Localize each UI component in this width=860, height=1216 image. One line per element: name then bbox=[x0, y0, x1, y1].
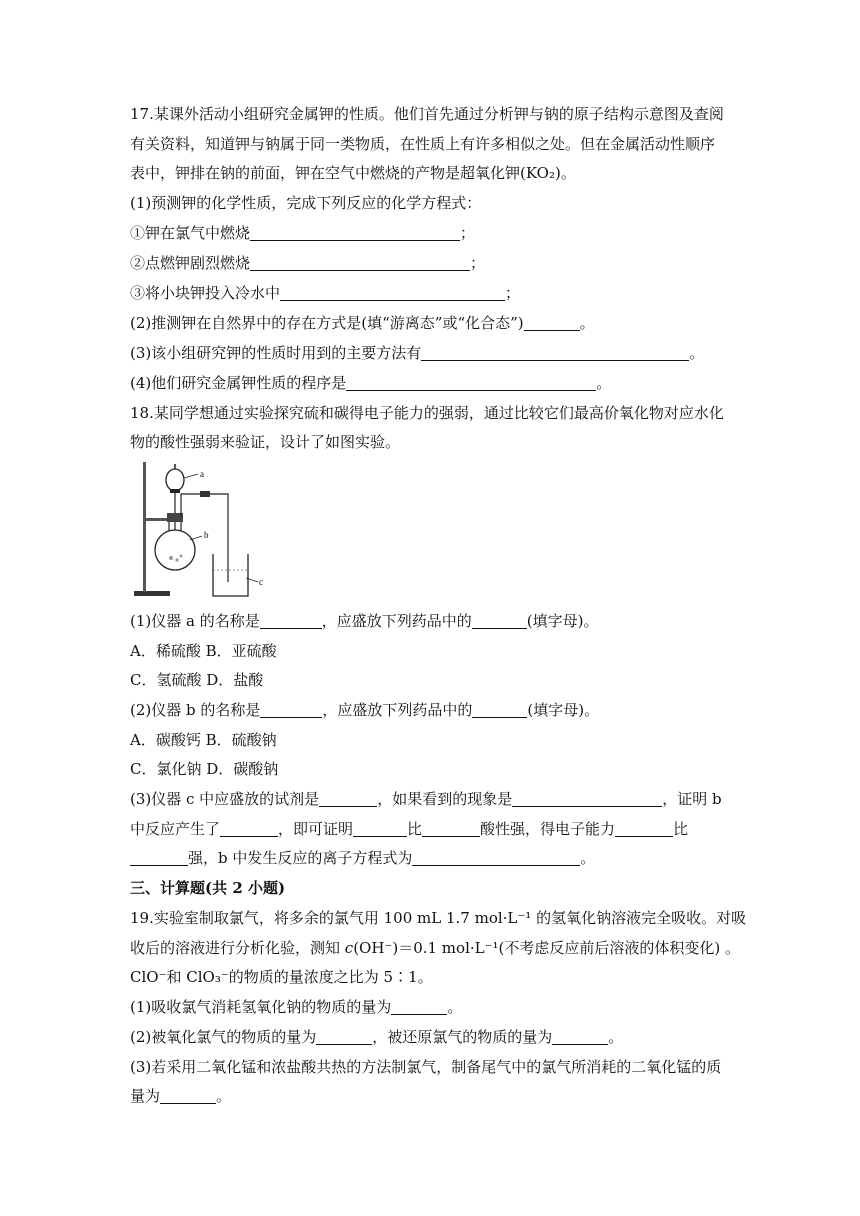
answer-blank[interactable] bbox=[260, 612, 322, 629]
apparatus-figure bbox=[130, 458, 275, 603]
q19-part-3-text: 量为 bbox=[130, 1087, 161, 1105]
q18-part-3-text-g: 酸性强，得电子能力 bbox=[480, 820, 616, 838]
answer-blank[interactable] bbox=[353, 820, 407, 837]
q18-part-2-text-a: (2)仪器 b 的名称是 bbox=[130, 701, 261, 719]
q17-part-4 bbox=[130, 373, 736, 393]
q18-part-3-text-d: 中反应产生了 bbox=[130, 820, 221, 838]
answer-blank[interactable] bbox=[260, 701, 322, 718]
q18-part-3-text-h: 比 bbox=[673, 820, 689, 838]
q19-intro-line-2-c: (OH⁻)＝0.1 mol·L⁻¹(不考虑反应前后溶液的体积变化) 。 bbox=[353, 939, 740, 957]
q17-intro-line-2: 有关资料，知道钾与钠属于同一类物质，在性质上有许多相似之处。但在金属活动性顺序 bbox=[130, 135, 716, 153]
q17-reaction-3-text: ③将小块钾投入冷水中 bbox=[130, 284, 281, 302]
q18-part-3-line-1 bbox=[130, 789, 736, 809]
answer-blank[interactable] bbox=[524, 314, 580, 331]
q17-part-2 bbox=[130, 313, 736, 333]
answer-blank[interactable] bbox=[421, 344, 689, 361]
q17-reaction-3 bbox=[130, 283, 736, 303]
label-a-pointer bbox=[184, 474, 198, 478]
q18-part-1 bbox=[130, 611, 736, 631]
q18-part-1-text-b: ，应盛放下列药品中的 bbox=[321, 612, 472, 630]
section-3-heading: 三、计算题(共 2 小题) bbox=[130, 879, 286, 897]
q18-part-2-text-c: (填字母)。 bbox=[527, 701, 600, 719]
answer-blank[interactable] bbox=[552, 1028, 608, 1045]
period: 。 bbox=[447, 998, 463, 1016]
q18-part-1-options-1: A．稀硫酸 B．亚硫酸 bbox=[130, 642, 277, 660]
answer-blank[interactable] bbox=[316, 1028, 372, 1045]
period: 。 bbox=[689, 344, 705, 362]
q19-part-2-text-a: (2)被氧化氯气的物质的量为 bbox=[130, 1028, 317, 1046]
q19-part-3-line-2 bbox=[130, 1086, 736, 1106]
period: 。 bbox=[579, 314, 595, 332]
q18-part-1-text-c: (填字母)。 bbox=[526, 612, 599, 630]
period: 。 bbox=[608, 1028, 624, 1046]
q18-part-3-line-2 bbox=[130, 819, 736, 839]
answer-blank[interactable] bbox=[615, 820, 673, 837]
q19-intro-line-2-a: 收后的溶液进行分析化验，测知 bbox=[130, 939, 345, 957]
label-c: c bbox=[259, 577, 263, 587]
q18-part-3-text-i: 强，b 中发生反应的离子方程式为 bbox=[188, 849, 413, 867]
q18-part-3-text-c: ，证明 b bbox=[662, 790, 722, 808]
semicolon: ； bbox=[505, 284, 521, 302]
q18-part-3-text-a: (3)仪器 c 中应盛放的试剂是 bbox=[130, 790, 320, 808]
semicolon: ； bbox=[470, 254, 486, 272]
q17-reaction-1-text: ①钾在氯气中燃烧 bbox=[130, 224, 251, 242]
answer-blank[interactable] bbox=[422, 820, 480, 837]
q18-part-3-text-e: ，即可证明 bbox=[278, 820, 354, 838]
q17-part-3 bbox=[130, 343, 736, 363]
q18-part-2-text-b: ，应盛放下列药品中的 bbox=[322, 701, 473, 719]
q17-part-4-text: (4)他们研究金属钾性质的程序是 bbox=[130, 374, 347, 392]
label-a: a bbox=[200, 469, 204, 479]
answer-blank[interactable] bbox=[160, 1087, 216, 1104]
q19-part-2-text-b: ，被还原氯气的物质的量为 bbox=[372, 1028, 553, 1046]
answer-blank[interactable] bbox=[346, 374, 596, 391]
answer-blank[interactable] bbox=[472, 612, 527, 629]
q18-part-2 bbox=[130, 700, 736, 720]
label-b: b bbox=[204, 530, 209, 540]
tube-clamp bbox=[200, 491, 210, 497]
q18-part-1-text-a: (1)仪器 a 的名称是 bbox=[130, 612, 260, 630]
q18-part-2-options-1: A．碳酸钙 B．硫酸钠 bbox=[130, 731, 277, 749]
answer-blank[interactable] bbox=[512, 790, 662, 807]
q18-part-3-text-b: ，如果看到的现象是 bbox=[377, 790, 513, 808]
q18-part-3-line-3 bbox=[130, 848, 736, 868]
period: 。 bbox=[216, 1087, 232, 1105]
q17-part-3-text: (3)该小组研究钾的性质时用到的主要方法有 bbox=[130, 344, 422, 362]
answer-blank[interactable] bbox=[250, 224, 460, 241]
q19-part-1 bbox=[130, 997, 736, 1017]
q18-intro-line-1: 18.某同学想通过实验探究硫和碳得电子能力的强弱，通过比较它们最高价氧化物对应水化 bbox=[130, 404, 724, 422]
concentration-symbol: c bbox=[344, 939, 354, 957]
semicolon: ； bbox=[460, 224, 476, 242]
q18-part-3-text-f: 比 bbox=[407, 820, 423, 838]
stand-base bbox=[134, 591, 170, 596]
answer-blank[interactable] bbox=[472, 701, 527, 718]
period: 。 bbox=[596, 374, 612, 392]
period: 。 bbox=[580, 849, 596, 867]
beaker-c bbox=[213, 554, 248, 596]
answer-blank[interactable] bbox=[391, 998, 447, 1015]
q18-intro-line-2: 物的酸性强弱来验证，设计了如图实验。 bbox=[130, 433, 401, 451]
flask-b bbox=[155, 530, 195, 570]
q17-reaction-2-text: ②点燃钾剧烈燃烧 bbox=[130, 254, 251, 272]
q17-part-2-text: (2)推测钾在自然界中的存在方式是(填“游离态”或“化合态”) bbox=[130, 314, 524, 332]
answer-blank[interactable] bbox=[250, 254, 470, 271]
answer-blank[interactable] bbox=[319, 790, 377, 807]
funnel-a bbox=[166, 469, 184, 491]
answer-blank[interactable] bbox=[280, 284, 505, 301]
q17-reaction-1 bbox=[130, 223, 736, 243]
q17-intro-line-1: 17.某课外活动小组研究金属钾的性质。他们首先通过分析钾与钠的原子结构示意图及查阅 bbox=[130, 105, 724, 123]
q19-part-1-text: (1)吸收氯气消耗氢氧化钠的物质的量为 bbox=[130, 998, 392, 1016]
q19-part-3-line-1: (3)若采用二氧化锰和浓盐酸共热的方法制氯气，制备尾气中的氯气所消耗的二氧化锰的质 bbox=[130, 1058, 722, 1076]
q18-part-1-options-2: C．氢硫酸 D．盐酸 bbox=[130, 671, 264, 689]
answer-blank[interactable] bbox=[220, 820, 278, 837]
q17-intro-line-3: 表中，钾排在钠的前面，钾在空气中燃烧的产物是超氧化钾(KO₂)。 bbox=[130, 164, 576, 182]
q19-part-2 bbox=[130, 1027, 736, 1047]
stand-rod bbox=[143, 462, 146, 592]
q19-intro-line-2 bbox=[130, 938, 740, 958]
answer-blank[interactable] bbox=[130, 849, 188, 866]
answer-blank[interactable] bbox=[412, 849, 580, 866]
q19-intro-line-1: 19.实验室制取氯气，将多余的氯气用 100 mL 1.7 mol·L⁻¹ 的氢氧化钠溶液完全吸收。对吸 bbox=[130, 909, 747, 927]
q17-part-1: (1)预测钾的化学性质，完成下列反应的化学方程式： bbox=[130, 194, 482, 212]
q17-reaction-2 bbox=[130, 253, 736, 273]
q19-intro-line-3: ClO⁻和 ClO₃⁻的物质的量浓度之比为 5∶1。 bbox=[130, 968, 433, 986]
q18-part-2-options-2: C．氯化钠 D．碳酸钠 bbox=[130, 760, 279, 778]
funnel-stopcock bbox=[170, 489, 180, 493]
